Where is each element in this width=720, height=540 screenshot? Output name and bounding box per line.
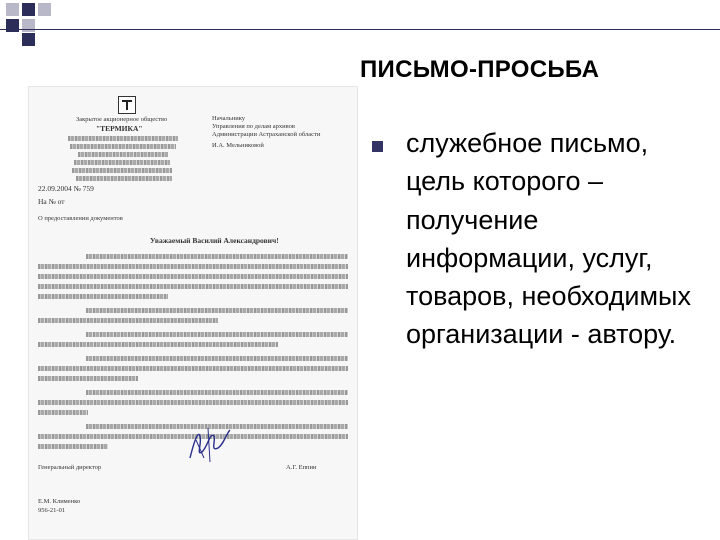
addressee-1: Начальнику	[212, 115, 246, 122]
ref-line: На № от	[38, 197, 65, 206]
body-line	[38, 400, 348, 405]
addressee-4: И.А. Мельниковой	[212, 142, 264, 149]
executor-name: Е.М. Клименко	[38, 498, 81, 505]
body-line	[86, 254, 348, 259]
company-logo	[118, 96, 136, 114]
signature	[180, 422, 240, 466]
deco-square	[22, 3, 35, 16]
square-bullet-icon	[372, 141, 383, 152]
body-line	[86, 332, 348, 337]
signatory-title: Генеральный директор	[38, 464, 102, 471]
requisite-line	[76, 176, 172, 181]
org-line2: "ТЕРМИКА"	[96, 124, 143, 133]
body-line	[38, 284, 348, 289]
body-line	[38, 366, 348, 371]
letter-scan	[28, 86, 358, 540]
signatory-name: А.Г. Еппин	[286, 464, 317, 471]
bullet-text: служебное письмо, цель которого – получение информации, услуг, товаров, необходимых организации - автору.	[406, 128, 691, 350]
letter-salutation: Уважаемый Василий Александрович!	[150, 236, 279, 245]
header-rule	[0, 29, 720, 30]
executor-phone: 956-21-01	[38, 507, 66, 514]
org-line1: Закрытое акционерное общество	[76, 116, 168, 123]
body-line	[86, 356, 348, 361]
requisite-line	[68, 136, 178, 141]
requisite-line	[72, 168, 172, 173]
body-line	[38, 264, 348, 269]
requisite-line	[78, 152, 168, 157]
body-line	[38, 294, 168, 299]
deco-square	[22, 33, 35, 46]
body-line	[38, 274, 348, 279]
addressee-2: Управления по делам архивов	[212, 123, 295, 130]
deco-square	[38, 3, 51, 16]
body-line	[86, 390, 348, 395]
deco-square	[22, 19, 35, 32]
decorative-squares	[0, 0, 60, 45]
letter-subject: О предоставлении документов	[38, 215, 123, 222]
deco-square	[6, 19, 19, 32]
requisite-line	[74, 160, 170, 165]
addressee-3: Администрации Астраханской области	[212, 131, 321, 138]
body-line	[38, 342, 278, 347]
body-line	[86, 308, 348, 313]
deco-square	[6, 3, 19, 16]
body-line	[38, 318, 218, 323]
requisite-line	[70, 144, 176, 149]
slide-title: ПИСЬМО-ПРОСЬБА	[360, 56, 600, 83]
body-line	[38, 410, 88, 415]
body-line	[38, 376, 138, 381]
date-line: 22.09.2004 № 759	[38, 184, 94, 193]
body-line	[38, 444, 108, 449]
